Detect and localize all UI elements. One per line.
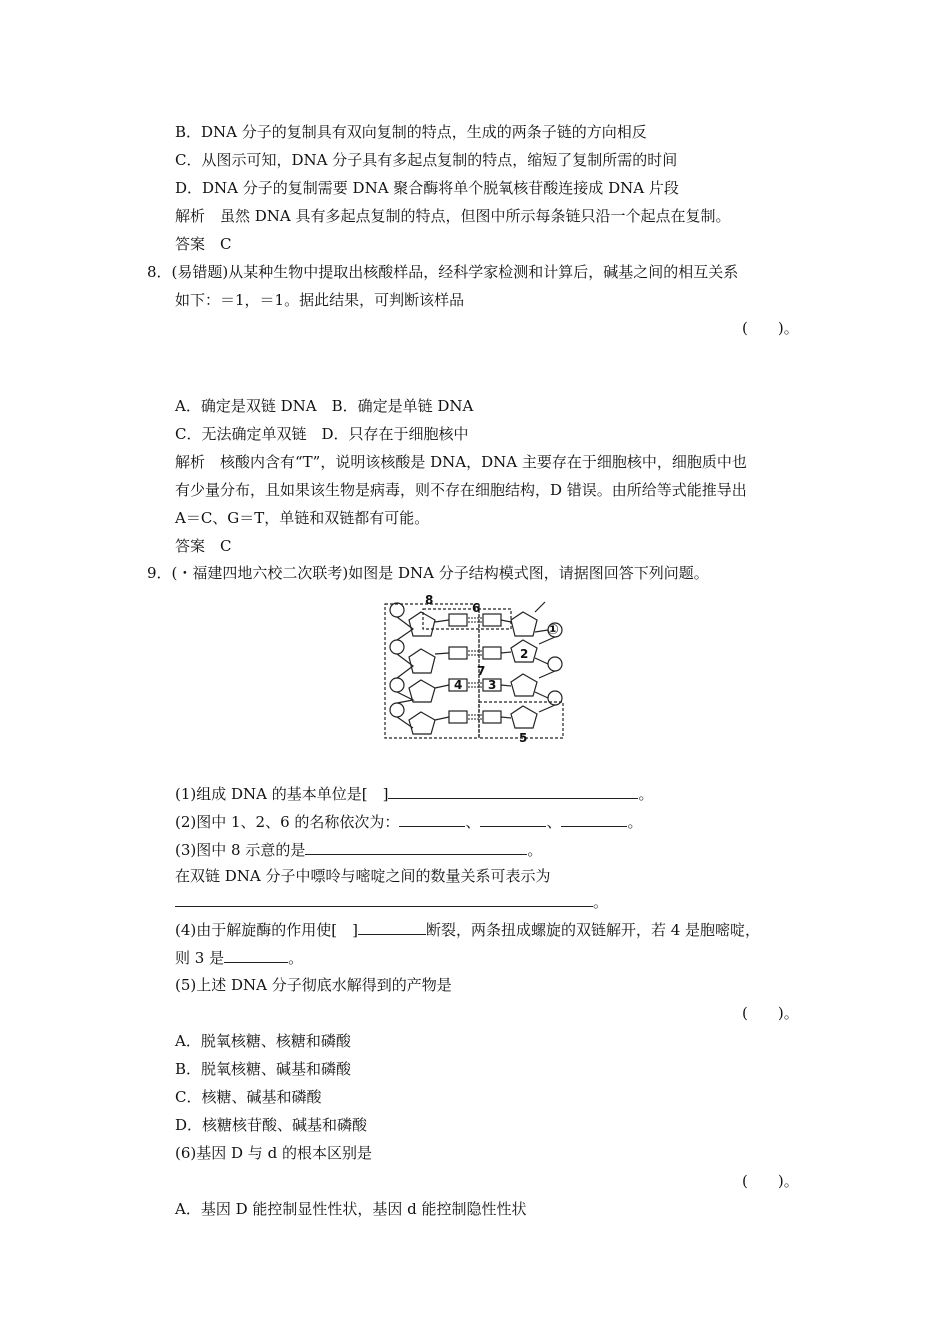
q9-sub1-end: 。 bbox=[638, 785, 654, 803]
separator: 、 bbox=[465, 813, 481, 831]
q9-sub4 bbox=[175, 920, 760, 940]
answer-blank[interactable] bbox=[305, 840, 527, 855]
label-5: 5 bbox=[519, 731, 528, 742]
q9-sub6: (6)基因 D 与 d 的根本区别是 bbox=[175, 1144, 372, 1162]
q8-stem-line2: 如下：＝1，＝1。据此结果，可判断该样品 bbox=[175, 291, 465, 309]
label-3: 3 bbox=[488, 678, 497, 692]
q9-sub6-option-a: A．基因 D 能控制显性性状，基因 d 能控制隐性性状 bbox=[175, 1200, 527, 1218]
q9-sub3-end2: 。 bbox=[593, 893, 609, 911]
label-1: ① bbox=[547, 622, 559, 638]
q9-sub3 bbox=[175, 840, 542, 860]
q8-analysis-line3: A＝C、G＝T，单链和双链都有可能。 bbox=[175, 509, 430, 527]
q9-sub3-end: 。 bbox=[527, 841, 543, 859]
label-6: 6 bbox=[472, 601, 481, 615]
answer-blank[interactable] bbox=[388, 784, 638, 799]
q9-sub3-line3 bbox=[175, 892, 608, 912]
q9-sub5-paren: ( )。 bbox=[742, 1004, 799, 1022]
q7-answer: 答案 C bbox=[175, 235, 232, 253]
q9-sub1 bbox=[175, 784, 654, 804]
q9-sub6-paren: ( )。 bbox=[742, 1172, 799, 1190]
q7-option-c: C．从图示可知，DNA 分子具有多起点复制的特点，缩短了复制所需的时间 bbox=[175, 151, 678, 169]
q9-stem: 9．(・福建四地六校二次联考)如图是 DNA 分子结构模式图，请据图回答下列问题。 bbox=[147, 564, 709, 582]
q8-answer-paren: ( )。 bbox=[742, 319, 799, 337]
q9-sub4-line2 bbox=[175, 948, 303, 968]
q9-sub5-option-d: D．核糖核苷酸、碱基和磷酸 bbox=[175, 1116, 368, 1134]
q9-sub2-end: 。 bbox=[627, 813, 643, 831]
q9-sub5-option-c: C．核糖、碱基和磷酸 bbox=[175, 1088, 322, 1106]
label-4: 4 bbox=[454, 678, 463, 692]
q9-sub3-line2: 在双链 DNA 分子中嘌呤与嘧啶之间的数量关系可表示为 bbox=[175, 867, 551, 885]
answer-blank[interactable] bbox=[480, 812, 546, 827]
q9-sub1-text: (1)组成 DNA 的基本单位是[ ] bbox=[175, 785, 389, 803]
q8-options-cd: C．无法确定单双链 D．只存在于细胞核中 bbox=[175, 425, 469, 443]
q9-sub5: (5)上述 DNA 分子彻底水解得到的产物是 bbox=[175, 976, 452, 994]
answer-blank[interactable] bbox=[561, 812, 627, 827]
q9-sub4-line2-end: 。 bbox=[288, 949, 304, 967]
q8-analysis-line1: 解析 核酸内含有“T”，说明该核酸是 DNA，DNA 主要存在于细胞核中，细胞质中也 bbox=[175, 453, 747, 471]
q9-sub4-line2-text: 则 3 是 bbox=[175, 949, 225, 967]
q9-sub5-option-b: B．脱氧核糖、碱基和磷酸 bbox=[175, 1060, 352, 1078]
q8-analysis-line2: 有少量分布，且如果该生物是病毒，则不存在细胞结构，D 错误。由所给等式能推导出 bbox=[175, 481, 747, 499]
label-2: 2 bbox=[520, 647, 529, 661]
q7-option-b: B．DNA 分子的复制具有双向复制的特点，生成的两条子链的方向相反 bbox=[175, 123, 647, 141]
label-8: 8 bbox=[425, 593, 434, 607]
q8-answer: 答案 C bbox=[175, 537, 232, 555]
q9-sub2 bbox=[175, 812, 642, 832]
answer-blank[interactable] bbox=[175, 892, 593, 907]
answer-blank[interactable] bbox=[399, 812, 465, 827]
answer-blank[interactable] bbox=[224, 948, 288, 963]
q9-sub3-text: (3)图中 8 示意的是 bbox=[175, 841, 306, 859]
separator: 、 bbox=[546, 813, 562, 831]
label-7: 7 bbox=[477, 664, 486, 678]
q8-stem-line1: 8．(易错题)从某种生物中提取出核酸样品，经科学家检测和计算后，碱基之间的相互关系 bbox=[147, 263, 739, 281]
q7-option-d: D．DNA 分子的复制需要 DNA 聚合酶将单个脱氧核苷酸连接成 DNA 片段 bbox=[175, 179, 679, 197]
q9-sub4-text: (4)由于解旋酶的作用使[ ] bbox=[175, 921, 358, 939]
q8-options-ab: A．确定是双链 DNA B．确定是单链 DNA bbox=[175, 397, 474, 415]
q7-analysis: 解析 虽然 DNA 具有多起点复制的特点，但图中所示每条链只沿一个起点在复制。 bbox=[175, 207, 731, 225]
q9-sub5-option-a: A．脱氧核糖、核糖和磷酸 bbox=[175, 1032, 351, 1050]
q9-sub2-text: (2)图中 1、2、6 的名称依次为： bbox=[175, 813, 400, 831]
answer-blank[interactable] bbox=[358, 920, 426, 935]
q9-sub4-mid: 断裂，两条扭成螺旋的双链解开，若 4 是胞嘧啶， bbox=[425, 921, 761, 939]
dna-structure-diagram bbox=[383, 592, 568, 742]
